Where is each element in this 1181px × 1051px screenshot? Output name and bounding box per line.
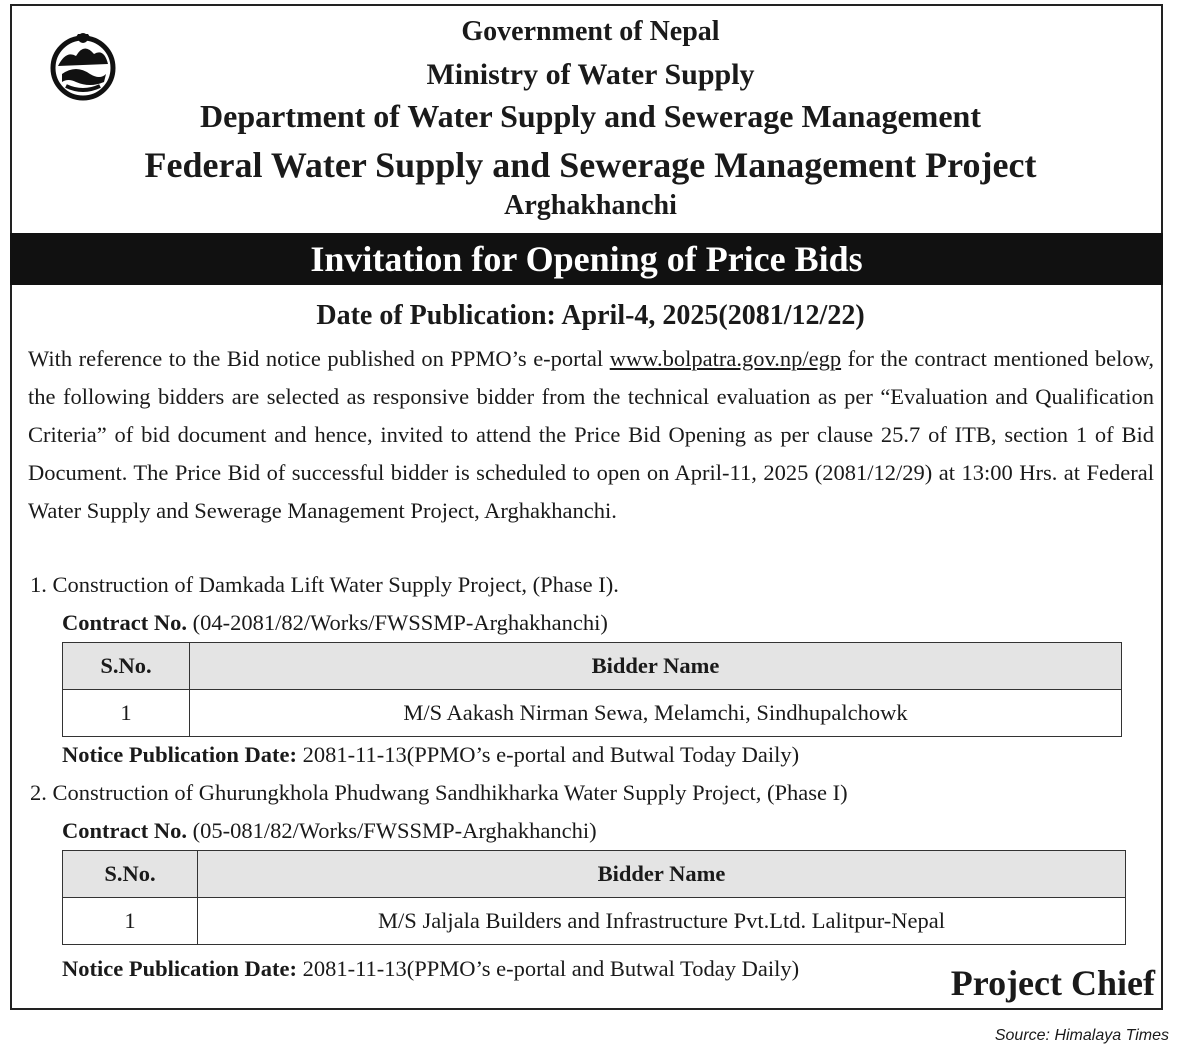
- table-row: [63, 898, 1126, 945]
- egp-portal-link[interactable]: www.bolpatra.gov.np/egp: [609, 346, 842, 371]
- notice-title-banner: Invitation for Opening of Price Bids: [10, 233, 1163, 285]
- header-project: Federal Water Supply and Sewerage Management Project: [144, 145, 1037, 185]
- contract-number-value: (04-2081/82/Works/FWSSMP-Arghakhanchi): [186, 610, 608, 635]
- column-header-bidder: Bidder Name: [190, 643, 1122, 690]
- cell-bidder-name: M/S Aakash Nirman Sewa, Melamchi, Sindhupalchowk: [190, 690, 1122, 737]
- body-text-part2: for the contract mentioned below, the following bidders are selected as responsive bidder from the technical evaluation as per “Evaluation and Qualification Criteria” of bid document and hence, invited to attend the Price Bid Opening as per clause 25.7 of ITB, section 1 of Bid Document. The Price Bid of successful bidder is scheduled to open on April-11, 2025 (2081/12/29) at 13:00 Hrs. at Federal Water Supply and Sewerage Management Project, Arghakhanchi.: [28, 346, 1155, 523]
- notice-date-value: 2081-11-13(PPMO’s e-portal and Butwal Today Daily): [296, 956, 800, 981]
- column-header-sno: S.No.: [63, 643, 190, 690]
- table-header-row: [63, 851, 1126, 898]
- cell-sno: 1: [63, 898, 198, 945]
- contract-number-value: (05-081/82/Works/FWSSMP-Arghakhanchi): [186, 818, 597, 843]
- publication-date: Date of Publication: April-4, 2025(2081/12/22): [316, 300, 865, 331]
- header-location: Arghakhanchi: [504, 190, 677, 221]
- source-credit: Source: Himalaya Times: [994, 1027, 1169, 1044]
- notice-date-value: 2081-11-13(PPMO’s e-portal and Butwal Today Daily): [296, 742, 800, 767]
- contract-number-label: Contract No.: [62, 610, 187, 635]
- column-header-sno: S.No.: [63, 851, 198, 898]
- body-text-part1: With reference to the Bid notice published on PPMO’s e-portal: [28, 346, 610, 371]
- bidder-table-1: [62, 642, 1122, 737]
- header-department: Department of Water Supply and Sewerage Management: [200, 98, 981, 134]
- cell-sno: 1: [63, 690, 190, 737]
- contract-number-2: [62, 818, 597, 844]
- contract-item-1: 1. Construction of Damkada Lift Water Supply Project, (Phase I).: [30, 572, 619, 597]
- notice-publication-2: [62, 956, 799, 982]
- bidder-table-2: [62, 850, 1126, 945]
- contract-number-label: Contract No.: [62, 818, 187, 843]
- contract-item-2: 2. Construction of Ghurungkhola Phudwang Sandhikharka Water Supply Project, (Phase I): [30, 780, 848, 805]
- header-government: Government of Nepal: [461, 16, 720, 47]
- table-header-row: [63, 643, 1122, 690]
- signature-project-chief: Project Chief: [950, 963, 1155, 1003]
- notice-publication-1: [62, 742, 799, 768]
- notice-date-label: Notice Publication Date:: [62, 742, 297, 767]
- notice-body: [28, 340, 1154, 530]
- contract-number-1: [62, 610, 608, 636]
- column-header-bidder: Bidder Name: [198, 851, 1126, 898]
- cell-bidder-name: M/S Jaljala Builders and Infrastructure Pvt.Ltd. Lalitpur-Nepal: [198, 898, 1126, 945]
- notice-date-label: Notice Publication Date:: [62, 956, 297, 981]
- header-ministry: Ministry of Water Supply: [426, 58, 755, 91]
- table-row: [63, 690, 1122, 737]
